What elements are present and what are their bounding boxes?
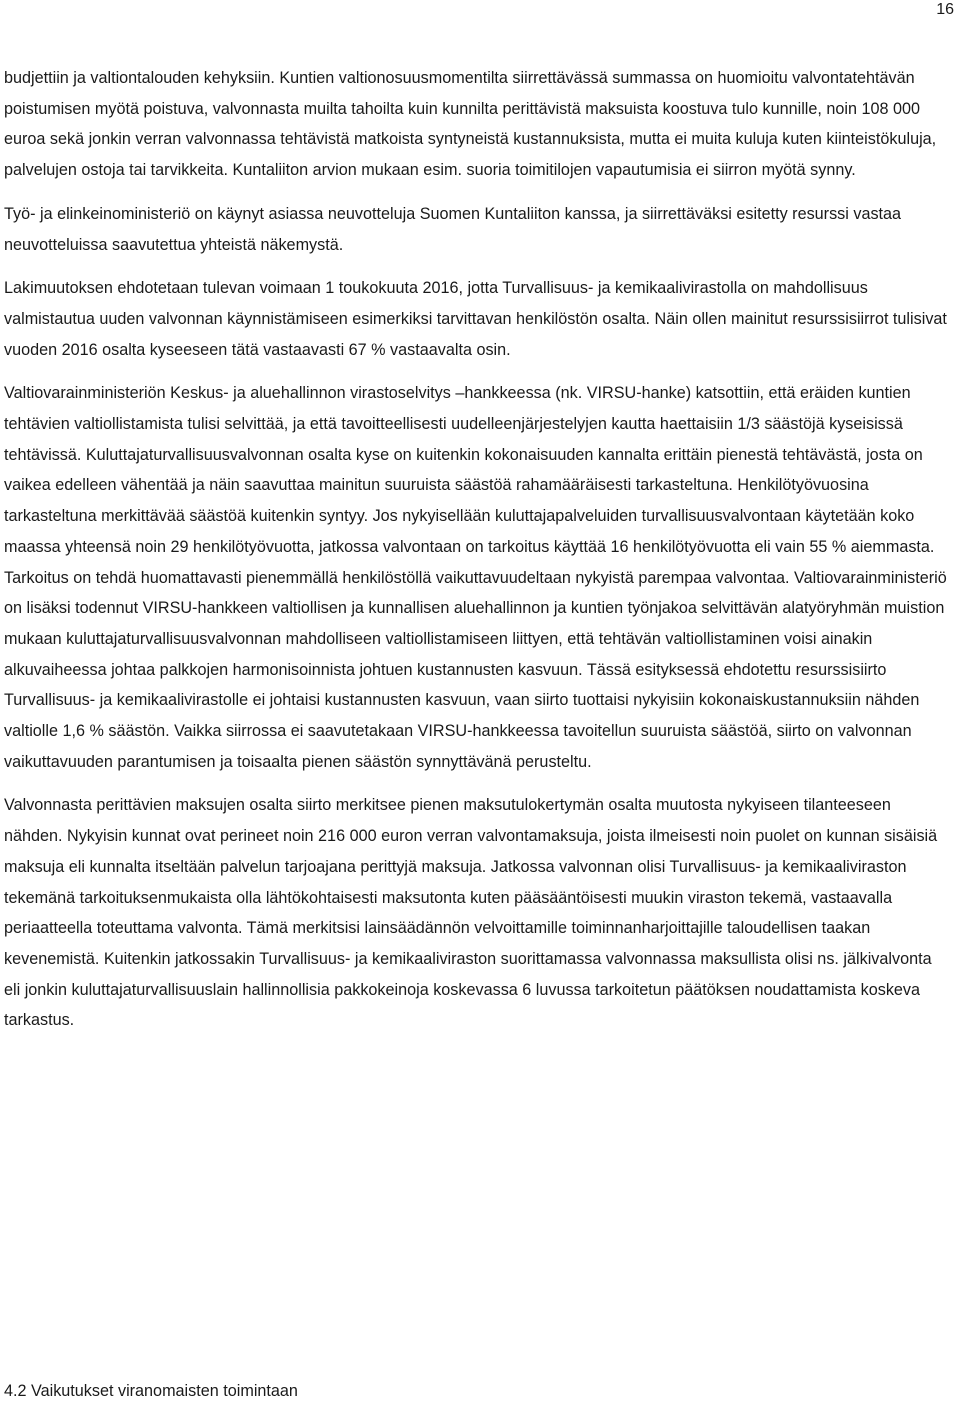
paragraph-supervision-fees: Valvonnasta perittävien maksujen osalta siirto merkitsee pienen maksutulokertymän osalta muutosta nykyiseen tilanteeseen nähden. Nykyisin kunnat ovat perineet noin 216 000 euron verran valvontamaksuja, joista ilmeisesti noin puolet on kunnan sisäisiä maksuja eli kunnalta itseltään palvelun tarjoajana perittyjä maksuja. Jatkossa valvonnan olisi Turvallisuus- ja kemikaaliviraston tekemänä tarkoituksenmukaista olla lähtökohtaisesti maksutonta kuten pääsääntöisesti muukin viraston tekemä, vastaavalla periaatteella toteuttama valvonta. Tämä merkitsisi lainsäädännön velvoittamille toiminnanharjoittajille taloudellisen taakan kevenemistä. Kuitenkin jatkossakin Turvallisuus- ja kemikaaliviraston suorittamassa valvonnassa maksullista olisi ns. jälkivalvonta eli jonkin kuluttajaturvallisuuslain hallinnollisia pakkokeinoja koskevassa 6 luvussa tarkoitetun päätöksen noudattamista koskeva tarkastus. (4, 796, 938, 1030)
section-heading: 4.2 Vaikutukset viranomaisten toimintaan (4, 1382, 298, 1400)
document-body (4, 63, 952, 1036)
page-number: 16 (936, 1, 954, 18)
paragraph-entry-into-force: Lakimuutoksen ehdotetaan tulevan voimaan 1 toukokuuta 2016, jotta Turvallisuus- ja kemikaalivirastolla on mahdollisuus valmistautua uuden valvonnan käynnistämiseen esimerkiksi tarvittavan henkilöstön osalta. Näin ollen mainitut resurssisiirrot tulisivat vuoden 2016 osalta kyseeseen tätä vastaavasti 67 % vastaavalta osin. (4, 279, 947, 359)
paragraph-budget: budjettiin ja valtiontalouden kehyksiin. Kuntien valtionosuusmomentilta siirrettävässä summassa on huomioitu valvontatehtävän poistumisen myötä poistuva, valvonnasta muilta tahoilta kuin kunnilta perittävistä maksuista koostuva tulo kunnille, noin 108 000 euroa sekä jonkin verran valvonnassa tehtävistä matkoista syntyneistä kustannuksista, mutta ei muita kuluja kuten kiinteistökuluja, palvelujen ostoja tai tarvikkeita. Kuntaliiton arvion mukaan esim. suoria toimitilojen vapautumisia ei siirron myötä synny. (4, 69, 937, 180)
paragraph-virsu-project: Valtiovarainministeriön Keskus- ja aluehallinnon virastoselvitys –hankkeessa (nk. VIRSU-hanke) katsottiin, että eräiden kuntien tehtävien valtiollistamista tulisi selvittää, ja että tavoitteellisesti uudelleenjärjestelyjen kautta haettaisiin 1/3 säästöjä kyseisissä tehtävissä. Kuluttajaturvallisuusvalvonnan osalta kyse on kuitenkin kokonaisuuden kannalta erittäin pienestä tehtävästä, josta on vaikea edelleen vähentää ja näin saavuttaa mainitun suuruista säästöä rahamääräisesti tarkasteltuna. Henkilötyövuosina tarkasteltuna merkittävää säästöä kuitenkin syntyy. Jos nykyisellään kuluttajapalveluiden turvallisuusvalvontaan käytetään koko maassa yhteensä noin 29 henkilötyövuotta, jatkossa valvontaan on tarkoitus käyttää 16 henkilötyövuotta eli vain 55 % aiemmasta. Tarkoitus on tehdä huomattavasti pienemmällä henkilöstöllä vaikuttavuudeltaan nykyistä parempaa valvontaa. Valtiovarainministeriö on lisäksi todennut VIRSU-hankkeen valtiollisen ja kunnallisen aluehallinnon ja kuntien työnjakoa selvittävän alatyöryhmän muistion mukaan kuluttajaturvallisuusvalvonnan mahdolliseen valtiollistamiseen liittyen, että tehtävän valtiollistaminen voisi ainakin alkuvaiheessa johtaa palkkojen harmonisoinnista johtuen kustannusten kasvuun. Tässä esityksessä ehdotettu resurssisiirto Turvallisuus- ja kemikaalivirastolle ei johtaisi kustannusten kasvuun, vaan siirto tuottaisi nykyisiin kokonaiskustannuksiin nähden valtiolle 1,6 % säästön. Vaikka siirrossa ei saavutetakaan VIRSU-hankkeessa tavoitellun suuruista säästöä, siirto on valvonnan vaikuttavuuden parantumisen ja toisaalta pienen säästön synnyttävänä perusteltu. (4, 384, 947, 771)
paragraph-negotiations: Työ- ja elinkeinoministeriö on käynyt asiassa neuvotteluja Suomen Kuntaliiton kanssa, ja siirrettäväksi esitetty resurssi vastaa neuvotteluissa saavutettua yhteistä näkemystä. (4, 204, 902, 254)
